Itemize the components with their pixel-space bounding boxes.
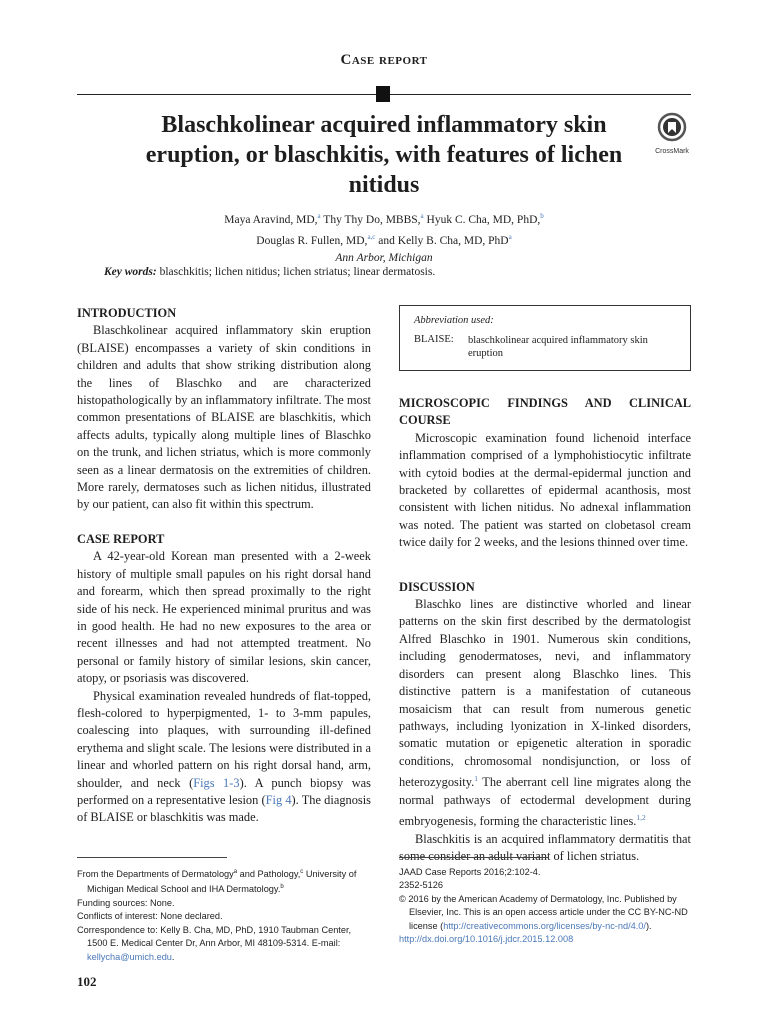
- citation-link[interactable]: 1: [474, 774, 478, 784]
- abbreviation-definition: blaschkolinear acquired inflammatory skin eruption: [468, 335, 648, 359]
- affiliation-mark[interactable]: a: [317, 212, 321, 220]
- conflicts-footnote: Conflicts of interest: None declared.: [77, 911, 223, 922]
- paragraph: Blaschko lines are distinctive whorled and linear patterns on the skin first described by the dermatologist Alfred Blaschko in 1901. Numerous skin conditions, including genodermatoses, nevi, and inflammatory disorders can present along Blaschko lines. This distinctive pattern is a manifestation of cutaneous mosaicism that can result from numerous genetic pathways, including lyonization in X-linked disorders, somatic mutation or epigenetic alteration in sporadic conditions, chromosomal nondisjunction, or loss of heterozygosity.$^1$ The aberrant cell line migrates along the normal pathways of ectodermal development during embryogenesis, forming the characteristic lines.$^{1,2}$: [399, 597, 691, 829]
- article-title: Blaschkolinear acquired inflammatory skin eruption, or blaschkitis, with features of lichen nitidus: [145, 112, 623, 198]
- affiliation-mark[interactable]: b: [540, 212, 544, 220]
- section-heading-microscopic: MICROSCOPIC FINDINGS AND CLINICAL COURSE: [399, 396, 691, 428]
- copyright-notice: © 2016 by the American Academy of Dermatology, Inc. Published by Elsevier, Inc. This is an open access article under the CC BY-NC-ND license (http://creativecommons.org/licenses/by-nc-nd/4.0/).: [399, 893, 688, 931]
- doi-link[interactable]: http://dx.doi.org/10.1016/j.jdcr.2015.12.008: [399, 934, 574, 945]
- author-list: [140, 208, 628, 267]
- affiliation-mark[interactable]: a,c: [367, 232, 376, 241]
- crossmark-badge[interactable]: [652, 112, 692, 155]
- footnote-rule: [77, 857, 227, 858]
- license-link[interactable]: http://creativecommons.org/licenses/by-nc-nd/4.0/: [443, 920, 646, 931]
- page-number: 102: [77, 974, 97, 989]
- keywords-label: Key words:: [104, 266, 157, 278]
- right-column: [399, 395, 691, 865]
- author: Douglas R. Fullen, MD,: [256, 234, 368, 247]
- journal-citation: JAAD Case Reports 2016;2:102-4.: [399, 867, 541, 877]
- crossmark-icon: [657, 112, 687, 142]
- paragraph: Physical examination revealed hundreds of flat-topped, flesh-colored to hyperpigmented, 1- to 3-mm papules, coalescing into plaques, with surrounding ill-defined erythema and slight scale. The lesions were distributed in a linear and whorled pattern on his right dorsal hand, arm, shoulder, and neck (Figs 1-3). A punch biopsy was performed on a representative lesion (Fig 4). The diagnosis of BLAISE or blaschkitis was made.: [77, 688, 371, 825]
- affiliations-footnote: From the Departments of Dermatology$^a$ and Pathology,$^c$ University of Michigan Medical School and IHA Dermatology.$^b$: [77, 869, 357, 895]
- abbreviation-title: Abbreviation used:: [414, 315, 494, 326]
- footnote-rule: [399, 857, 549, 858]
- header-rule-marker: [376, 86, 390, 102]
- keywords-text: blaschkitis; lichen nitidus; lichen striatus; linear dermatosis.: [156, 266, 436, 278]
- correspondence-footnote: Correspondence to: Kelly B. Cha, MD, PhD, 1910 Taubman Center, 1500 E. Medical Center Dr, Ann Arbor, MI 48109-5314. E-mail: kellycha@umich.edu.: [77, 924, 352, 962]
- section-heading-introduction: INTRODUCTION: [77, 306, 177, 320]
- author-location: Ann Arbor, Michigan: [335, 251, 433, 264]
- author: and Kelly B. Cha, MD, PhD: [375, 234, 509, 247]
- affiliation-mark[interactable]: a: [508, 232, 512, 241]
- section-heading-case-report: CASE REPORT: [77, 531, 165, 546]
- keywords: [104, 266, 435, 278]
- paragraph: Blaschkitis is an acquired inflammatory dermatitis that some consider an adult variant of lichen striatus.: [399, 831, 691, 863]
- citation-link[interactable]: 1,2: [636, 813, 646, 823]
- abbreviation-term: BLAISE:: [414, 334, 454, 345]
- footnotes-right: [399, 866, 691, 946]
- section-label: Case report: [340, 52, 428, 68]
- paragraph: A 42-year-old Korean man presented with a 2-week history of multiple small papules on his right dorsal hand and forearm, which then spread proximally to the right side of his neck. He experienced minimal pruritus and was in good health. He had no new exposures to the area or recent illnesses and had not attempted treatment. No personal or family history of similar lesions, skin cancer, atopy, or psoriasis was discovered.: [77, 549, 371, 686]
- affiliation-mark[interactable]: a: [420, 212, 424, 220]
- figure-link[interactable]: Figs 1-3: [193, 775, 240, 790]
- paragraph: Microscopic examination found lichenoid interface inflammation comprised of a lymphohistiocytic infiltrate with cytoid bodies at the dermal-epidermal junction and bracketed by collarettes of epidermal acanthosis, most consistent with lichen nitidus. No adnexal inflammation was noted. The patient was started on clobetasol cream twice daily for 2 weeks, and the lesions thinned over time.: [399, 430, 691, 550]
- abbreviation-box: [399, 305, 691, 371]
- issn: 2352-5126: [399, 880, 443, 891]
- author: Thy Thy Do, MBBS,: [320, 213, 421, 226]
- paragraph: Blaschkolinear acquired inflammatory skin eruption (BLAISE) encompasses a variety of skin conditions in children and adults that show striking distribution along the lines of Blaschko and are characterized histopathologically by an inflammatory infiltrate. The most common presentations of BLAISE are blaschkitis, which affects adults, typically along multiple lines of Blaschko on the trunk, and lichen striatus, which is more commonly seen as a linear dermatosis on the extremities of children. More rarely, dermatoses such as lichen nitidus, illustrated by our patient, can also fit within this spectrum.: [77, 323, 371, 512]
- author: Maya Aravind, MD,: [224, 213, 318, 226]
- left-column: [77, 305, 371, 827]
- funding-footnote: Funding sources: None.: [77, 897, 175, 908]
- author: Hyuk C. Cha, MD, PhD,: [423, 213, 541, 226]
- footnotes-left: [77, 866, 373, 964]
- figure-link[interactable]: Fig 4: [265, 792, 292, 807]
- email-link[interactable]: kellycha@umich.edu: [87, 951, 172, 962]
- section-heading-discussion: DISCUSSION: [399, 579, 475, 594]
- crossmark-label: CrossMark: [655, 148, 689, 155]
